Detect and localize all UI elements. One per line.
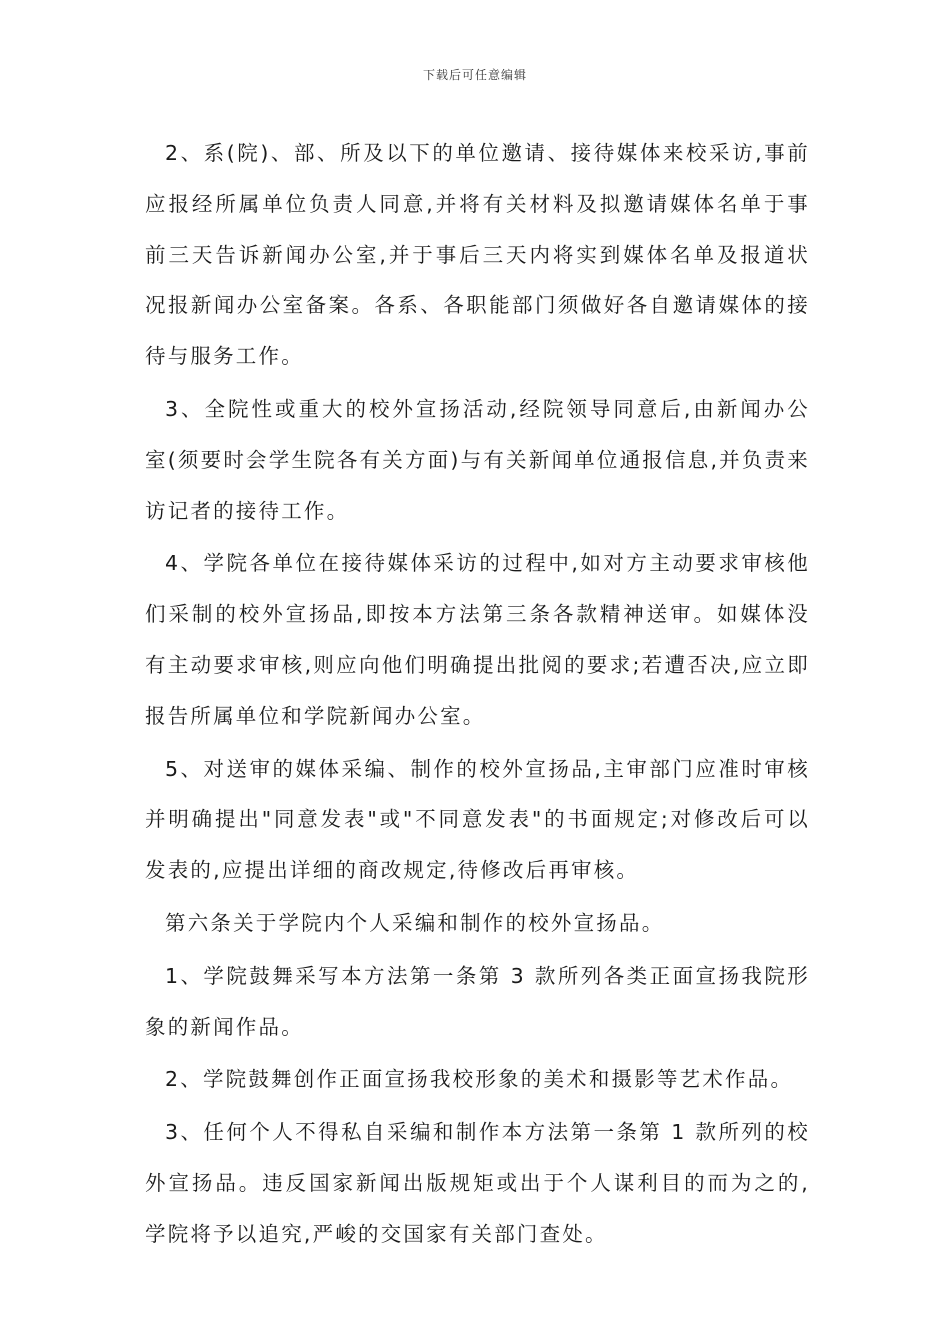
paragraph-item-4: 4、学院各单位在接待媒体采访的过程中,如对方主动要求审核他们采制的校外宣扬品,即按本方法第三条各款精神送审。如媒体没有主动要求审核,则应向他们明确提出批阅的要求;若遭否决,应立即报告所属单位和学院新闻办公室。 [145,551,810,728]
paragraph-item-3: 3、全院性或重大的校外宣扬活动,经院领导同意后,由新闻办公室(须要时会学生院各有关方面)与有关新闻单位通报信息,并负责来访记者的接待工作。 [145,396,810,523]
header-note: 下载后可任意编辑 [422,68,527,82]
paragraph-item-2: 2、系(院)、部、所及以下的单位邀请、接待媒体来校采访,事前应报经所属单位负责人同意,并将有关材料及拟邀请媒体名单于事前三天告诉新闻办公室,并于事后三天内将实到媒体名单及报道状况报新闻办公室备案。各系、各职能部门须做好各自邀请媒体的接待与服务工作。 [145,141,810,369]
article-six-item-1: 1、学院鼓舞采写本方法第一条第 3 款所列各类正面宣扬我院形象的新闻作品。 [145,963,810,1039]
article-six-item-2: 2、学院鼓舞创作正面宣扬我校形象的美术和摄影等艺术作品。 [165,1067,794,1092]
article-six-heading: 第六条关于学院内个人采编和制作的校外宣扬品。 [165,910,665,935]
document-body [145,128,810,1262]
article-six-item-3: 3、任何个人不得私自采编和制作本方法第一条第 1 款所列的校外宣扬品。违反国家新闻出版规矩或出于个人谋利目的而为之的,学院将予以追究,严峻的交国家有关部门查处。 [145,1120,810,1246]
paragraph-item-5: 5、对送审的媒体采编、制作的校外宣扬品,主审部门应准时审核并明确提出"同意发表"或"不同意发表"的书面规定;对修改后可以发表的,应提出详细的商改规定,待修改后再审核。 [145,756,810,883]
